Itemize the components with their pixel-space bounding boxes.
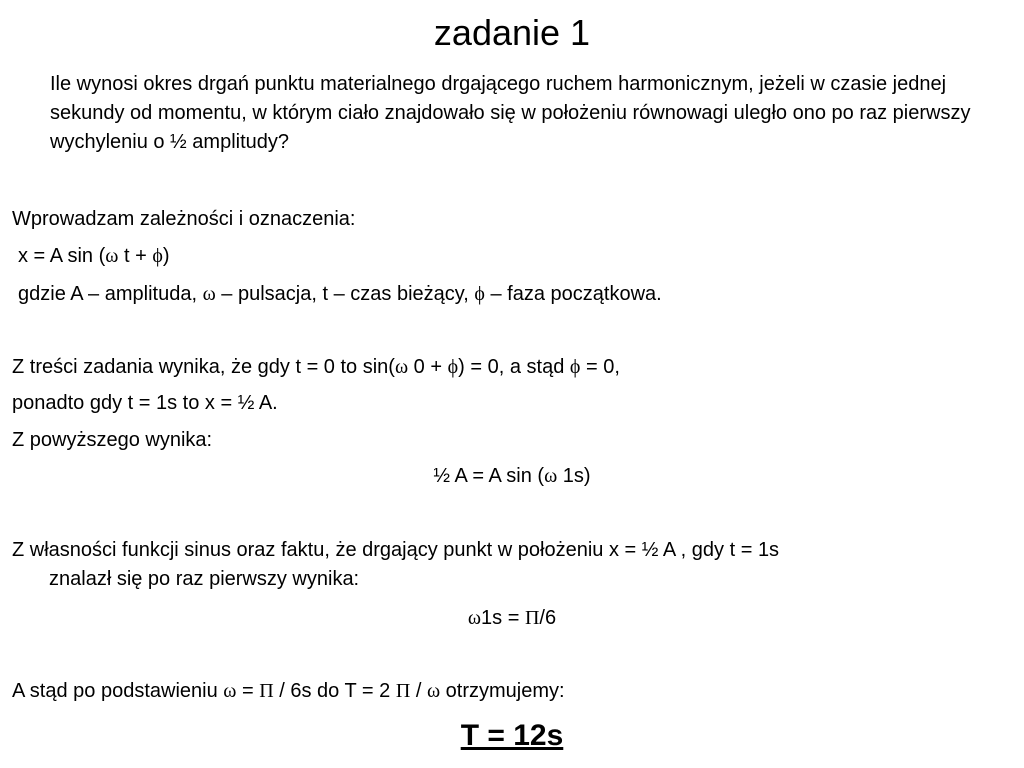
equation-part: 1s = <box>481 607 525 629</box>
from-task-part: 0 + <box>408 356 448 378</box>
omega-symbol: ω <box>544 465 558 487</box>
definitions-part: – faza początkowa. <box>484 283 662 305</box>
phi-symbol: ϕ <box>152 245 163 267</box>
substitution-part: A stąd po podstawieniu <box>12 680 224 702</box>
omega-symbol: ω <box>467 607 482 629</box>
definitions-line <box>18 281 662 307</box>
sine-property-line-1: Z własności funkcji sinus oraz faktu, że drgający punkt w położeniu x = ½ A , gdy t = 1s <box>12 539 780 561</box>
formula-part: ) <box>162 245 170 267</box>
substitution-line <box>12 678 565 704</box>
formula-line <box>18 243 170 269</box>
sine-property-paragraph <box>12 536 1012 594</box>
from-task-line <box>12 354 620 380</box>
definitions-part: gdzie A – amplituda, <box>18 283 203 305</box>
from-task-part: Z treści zadania wynika, że gdy t = 0 to sin( <box>12 356 395 378</box>
equation-half-amplitude <box>0 463 1024 489</box>
task-statement: Ile wynosi okres drgań punktu materialnego drgającego ruchem harmonicznym, jeżeli w czasie jednej sekundy od momentu, w którym ciało znajdowało się w położeniu równowagi uległo ono po raz pierwszy wychyleniu o ½ amplitudy? <box>50 73 971 153</box>
equation-part: 1s) <box>557 465 591 487</box>
omega-symbol: ω <box>202 283 216 305</box>
substitution-part: / 6s do T = 2 <box>273 680 396 702</box>
pi-symbol: Π <box>395 680 411 702</box>
page-title: zadanie 1 <box>433 12 591 53</box>
phi-symbol: ϕ <box>447 356 459 378</box>
formula-part: t + <box>118 245 153 267</box>
from-task-part: ) = 0, a stąd <box>458 356 570 378</box>
omega-symbol: ω <box>105 245 119 267</box>
substitution-part: otrzymujemy: <box>440 680 565 702</box>
definitions-part: – pulsacja, t – czas bieżący, <box>215 283 475 305</box>
omega-symbol: ω <box>394 356 409 378</box>
phi-symbol: ϕ <box>569 356 581 378</box>
equation-part: ½ A = A sin ( <box>433 465 545 487</box>
pi-symbol: Π <box>259 680 274 702</box>
moreover-line: ponadto gdy t = 1s to x = ½ A. <box>12 392 278 414</box>
sine-property-line-2: znalazł się po raz pierwszy wynika: <box>49 568 360 590</box>
omega-symbol: ω <box>426 680 441 702</box>
final-result: T = 12s <box>460 719 564 752</box>
intro-line: Wprowadzam zależności i oznaczenia: <box>12 208 356 230</box>
substitution-part: / <box>410 680 427 702</box>
phi-symbol: ϕ <box>474 283 485 305</box>
omega-symbol: ω <box>223 680 237 702</box>
pi-symbol: Π <box>524 607 540 629</box>
substitution-part: = <box>236 680 260 702</box>
from-above-line: Z powyższego wynika: <box>12 429 213 451</box>
from-task-part: = 0, <box>580 356 620 378</box>
formula-part: x = A sin ( <box>18 245 106 267</box>
equation-omega <box>0 605 1024 631</box>
equation-part: /6 <box>539 607 557 629</box>
